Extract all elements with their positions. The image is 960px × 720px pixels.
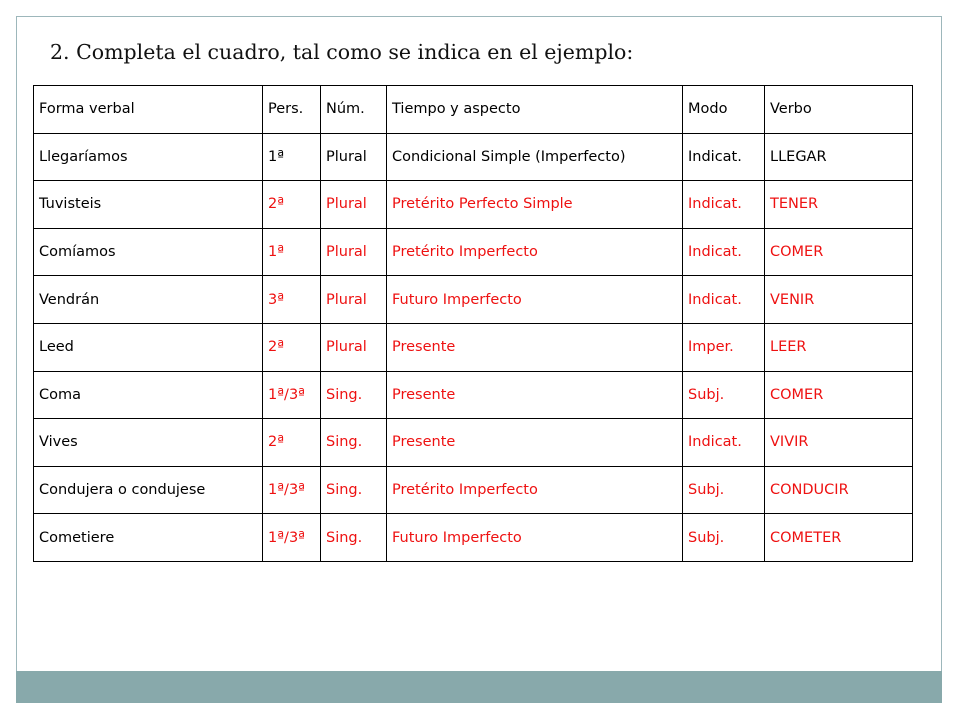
cell-num-answer: Plural [321, 228, 387, 276]
cell-modo-answer: Indicat. [683, 276, 765, 324]
cell-tiempo-answer: Pretérito Imperfecto [387, 228, 683, 276]
header-persona: Pers. [263, 86, 321, 134]
cell-modo-answer: Imper. [683, 323, 765, 371]
cell-forma: Vendrán [34, 276, 263, 324]
cell-pers-answer: 3ª [263, 276, 321, 324]
cell-verbo-answer: COMER [765, 371, 913, 419]
table-header-row [34, 86, 913, 134]
cell-forma: Vives [34, 419, 263, 467]
cell-num-answer: Sing. [321, 466, 387, 514]
table-row [34, 419, 913, 467]
cell-num-answer: Plural [321, 276, 387, 324]
cell-modo-answer: Indicat. [683, 419, 765, 467]
cell-num-answer: Sing. [321, 371, 387, 419]
cell-num-answer: Plural [321, 323, 387, 371]
cell-num-answer: Plural [321, 181, 387, 229]
cell-num-answer: Sing. [321, 514, 387, 562]
cell-forma: Cometiere [34, 514, 263, 562]
cell-forma: Leed [34, 323, 263, 371]
cell-verbo-answer: COMETER [765, 514, 913, 562]
cell-tiempo-answer: Pretérito Imperfecto [387, 466, 683, 514]
cell-modo-answer: Subj. [683, 371, 765, 419]
cell-pers-answer: 1ª [263, 228, 321, 276]
cell-tiempo: Condicional Simple (Imperfecto) [387, 133, 683, 181]
cell-pers-answer: 2ª [263, 323, 321, 371]
cell-verbo-answer: LEER [765, 323, 913, 371]
conjugation-table [33, 85, 913, 562]
table-row [34, 466, 913, 514]
table-row [34, 228, 913, 276]
cell-verbo: LLEGAR [765, 133, 913, 181]
cell-forma: Condujera o condujese [34, 466, 263, 514]
header-tiempo-aspecto: Tiempo y aspecto [387, 86, 683, 134]
example-row [34, 133, 913, 181]
header-verbo: Verbo [765, 86, 913, 134]
cell-modo-answer: Indicat. [683, 228, 765, 276]
cell-modo-answer: Subj. [683, 514, 765, 562]
table-row [34, 323, 913, 371]
cell-modo-answer: Indicat. [683, 181, 765, 229]
cell-tiempo-answer: Presente [387, 371, 683, 419]
cell-verbo-answer: COMER [765, 228, 913, 276]
table-row [34, 371, 913, 419]
cell-verbo-answer: VIVIR [765, 419, 913, 467]
cell-pers-answer: 1ª/3ª [263, 466, 321, 514]
cell-pers-answer: 2ª [263, 181, 321, 229]
cell-tiempo-answer: Presente [387, 419, 683, 467]
cell-num: Plural [321, 133, 387, 181]
cell-modo: Indicat. [683, 133, 765, 181]
slide-footer-band [16, 671, 942, 703]
cell-modo-answer: Subj. [683, 466, 765, 514]
table-row [34, 276, 913, 324]
header-modo: Modo [683, 86, 765, 134]
cell-pers: 1ª [263, 133, 321, 181]
cell-forma: Comíamos [34, 228, 263, 276]
cell-tiempo-answer: Pretérito Perfecto Simple [387, 181, 683, 229]
cell-tiempo-answer: Futuro Imperfecto [387, 514, 683, 562]
header-numero: Núm. [321, 86, 387, 134]
cell-tiempo-answer: Futuro Imperfecto [387, 276, 683, 324]
cell-pers-answer: 1ª/3ª [263, 371, 321, 419]
cell-num-answer: Sing. [321, 419, 387, 467]
cell-verbo-answer: CONDUCIR [765, 466, 913, 514]
cell-verbo-answer: TENER [765, 181, 913, 229]
cell-verbo-answer: VENIR [765, 276, 913, 324]
cell-tiempo-answer: Presente [387, 323, 683, 371]
exercise-title: 2. Completa el cuadro, tal como se indica en el ejemplo: [50, 40, 634, 64]
cell-forma: Tuvisteis [34, 181, 263, 229]
cell-forma: Llegaríamos [34, 133, 263, 181]
table-row [34, 514, 913, 562]
cell-pers-answer: 2ª [263, 419, 321, 467]
cell-forma: Coma [34, 371, 263, 419]
header-forma-verbal: Forma verbal [34, 86, 263, 134]
table-row [34, 181, 913, 229]
cell-pers-answer: 1ª/3ª [263, 514, 321, 562]
